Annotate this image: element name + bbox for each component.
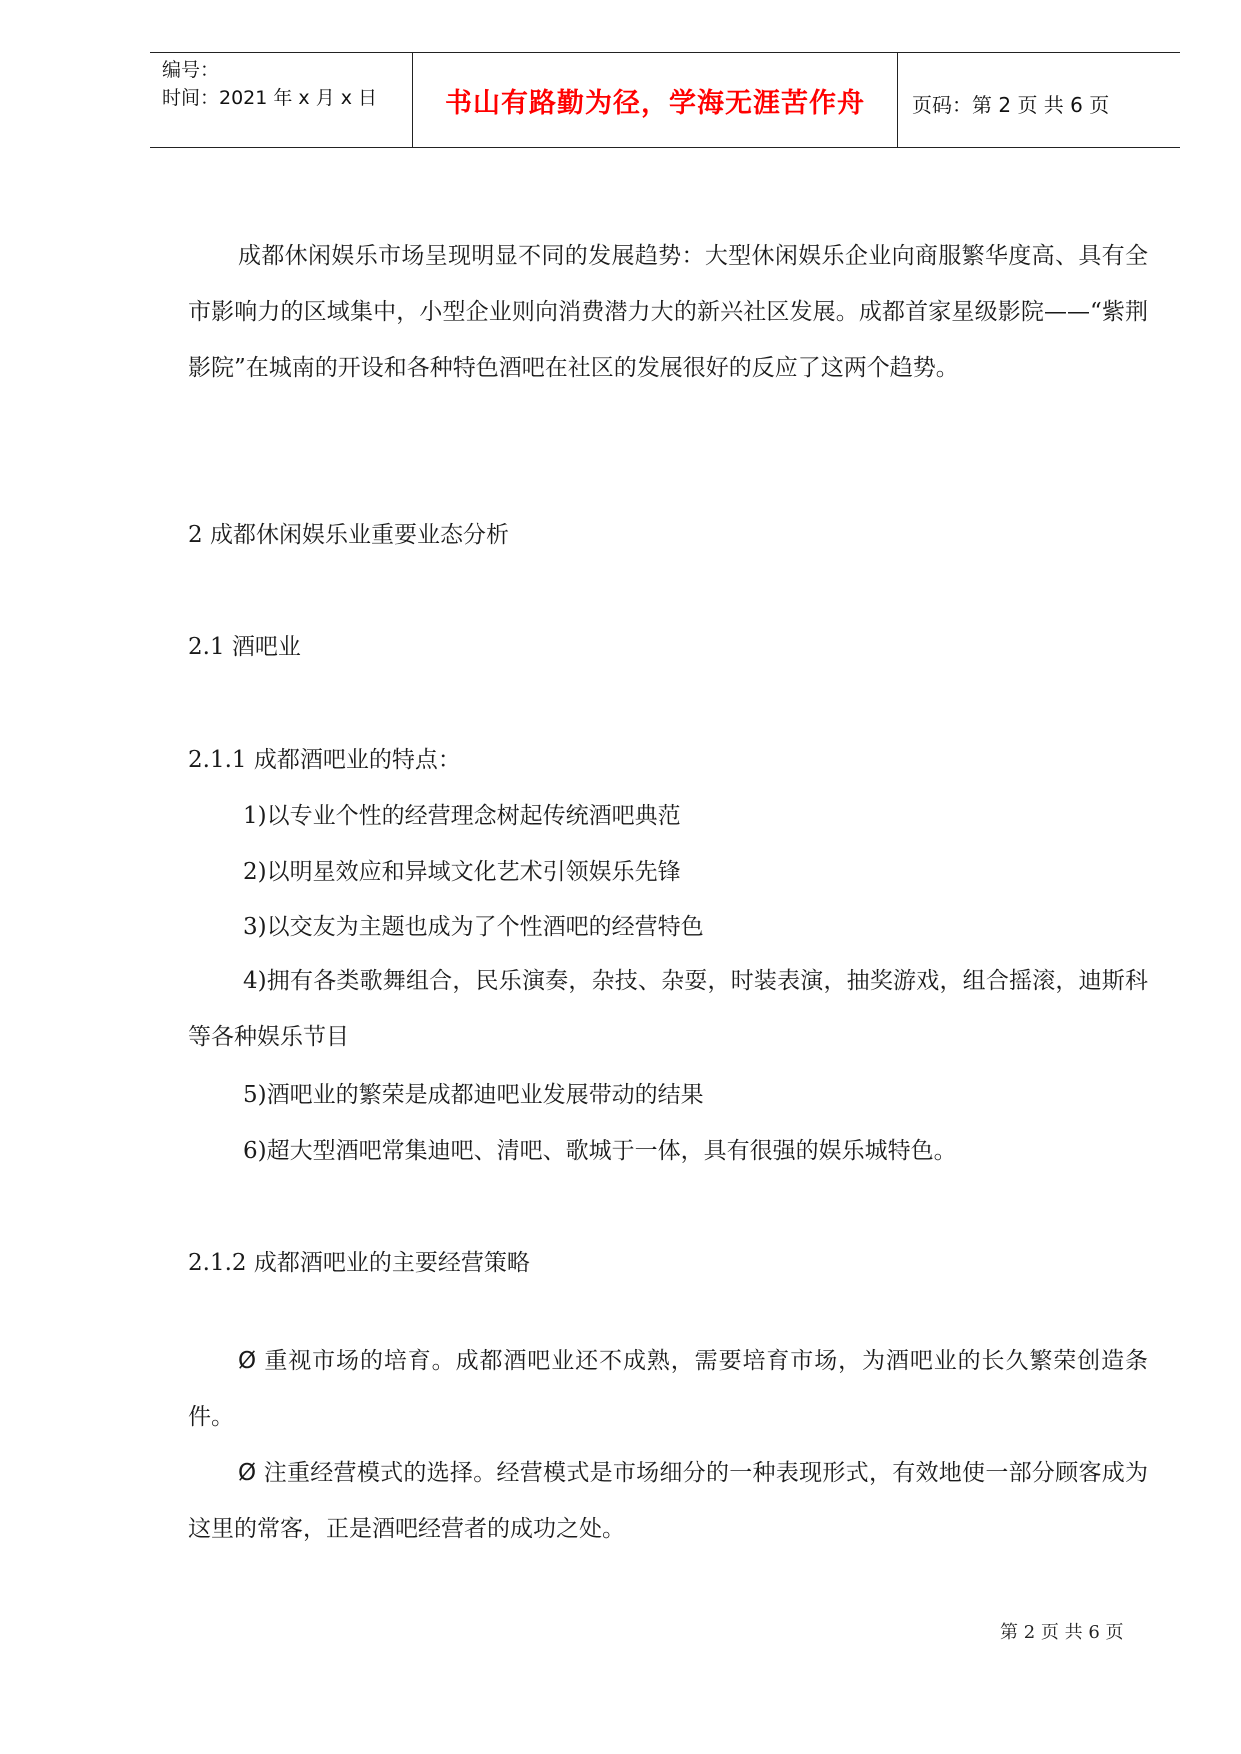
list-item: 4)拥有各类歌舞组合，民乐演奏，杂技、杂耍，时装表演，抽奖游戏，组合摇滚，迪斯科等各种娱乐节目	[188, 968, 1148, 1050]
header-page-cell	[898, 53, 1180, 147]
bullet-icon: Ø	[238, 1460, 257, 1486]
bullet-icon: Ø	[238, 1348, 257, 1374]
list-item: 3)以交友为主题也成为了个性酒吧的经营特色	[243, 914, 704, 940]
page-footer: 第 2 页 共 6 页	[1000, 1622, 1124, 1643]
header-info-cell	[150, 53, 412, 147]
strategy-text: 重视市场的培育。成都酒吧业还不成熟，需要培育市场，为酒吧业的长久繁荣创造条件。	[188, 1348, 1148, 1430]
date-label: 时间：2021 年 x 月 x 日	[162, 87, 378, 109]
section-heading-2-1-1: 2.1.1 成都酒吧业的特点：	[188, 747, 461, 773]
list-item: 5)酒吧业的繁荣是成都迪吧业发展带动的结果	[243, 1082, 704, 1108]
section-heading-2-1-2: 2.1.2 成都酒吧业的主要经营策略	[188, 1250, 530, 1276]
list-item: 1)以专业个性的经营理念树起传统酒吧典范	[243, 803, 681, 829]
strategy-item	[188, 1445, 1148, 1557]
document-header	[150, 52, 1180, 148]
list-item: 2)以明星效应和异域文化艺术引领娱乐先锋	[243, 859, 681, 885]
section-heading-2: 2 成都休闲娱乐业重要业态分析	[188, 522, 509, 548]
header-motto-cell	[412, 53, 898, 147]
intro-paragraph: 成都休闲娱乐市场呈现明显不同的发展趋势：大型休闲娱乐企业向商服繁华度高、具有全市影响力的区域集中，小型企业则向消费潜力大的新兴社区发展。成都首家星级影院——“紫荆影院”在城南的开设和各种特色酒吧在社区的发展很好的反应了这两个趋势。	[188, 243, 1148, 381]
number-label: 编号：	[162, 59, 220, 81]
strategy-text: 注重经营模式的选择。经营模式是市场细分的一种表现形式，有效地使一部分顾客成为这里的常客，正是酒吧经营者的成功之处。	[188, 1460, 1149, 1542]
list-item: 6)超大型酒吧常集迪吧、清吧、歌城于一体，具有很强的娱乐城特色。	[243, 1138, 957, 1164]
motto: 书山有路勤为径，学海无涯苦作舟	[445, 88, 865, 119]
page-code: 页码：第 2 页 共 6 页	[912, 93, 1110, 117]
section-heading-2-1: 2.1 酒吧业	[188, 634, 301, 660]
strategy-item	[188, 1333, 1148, 1445]
